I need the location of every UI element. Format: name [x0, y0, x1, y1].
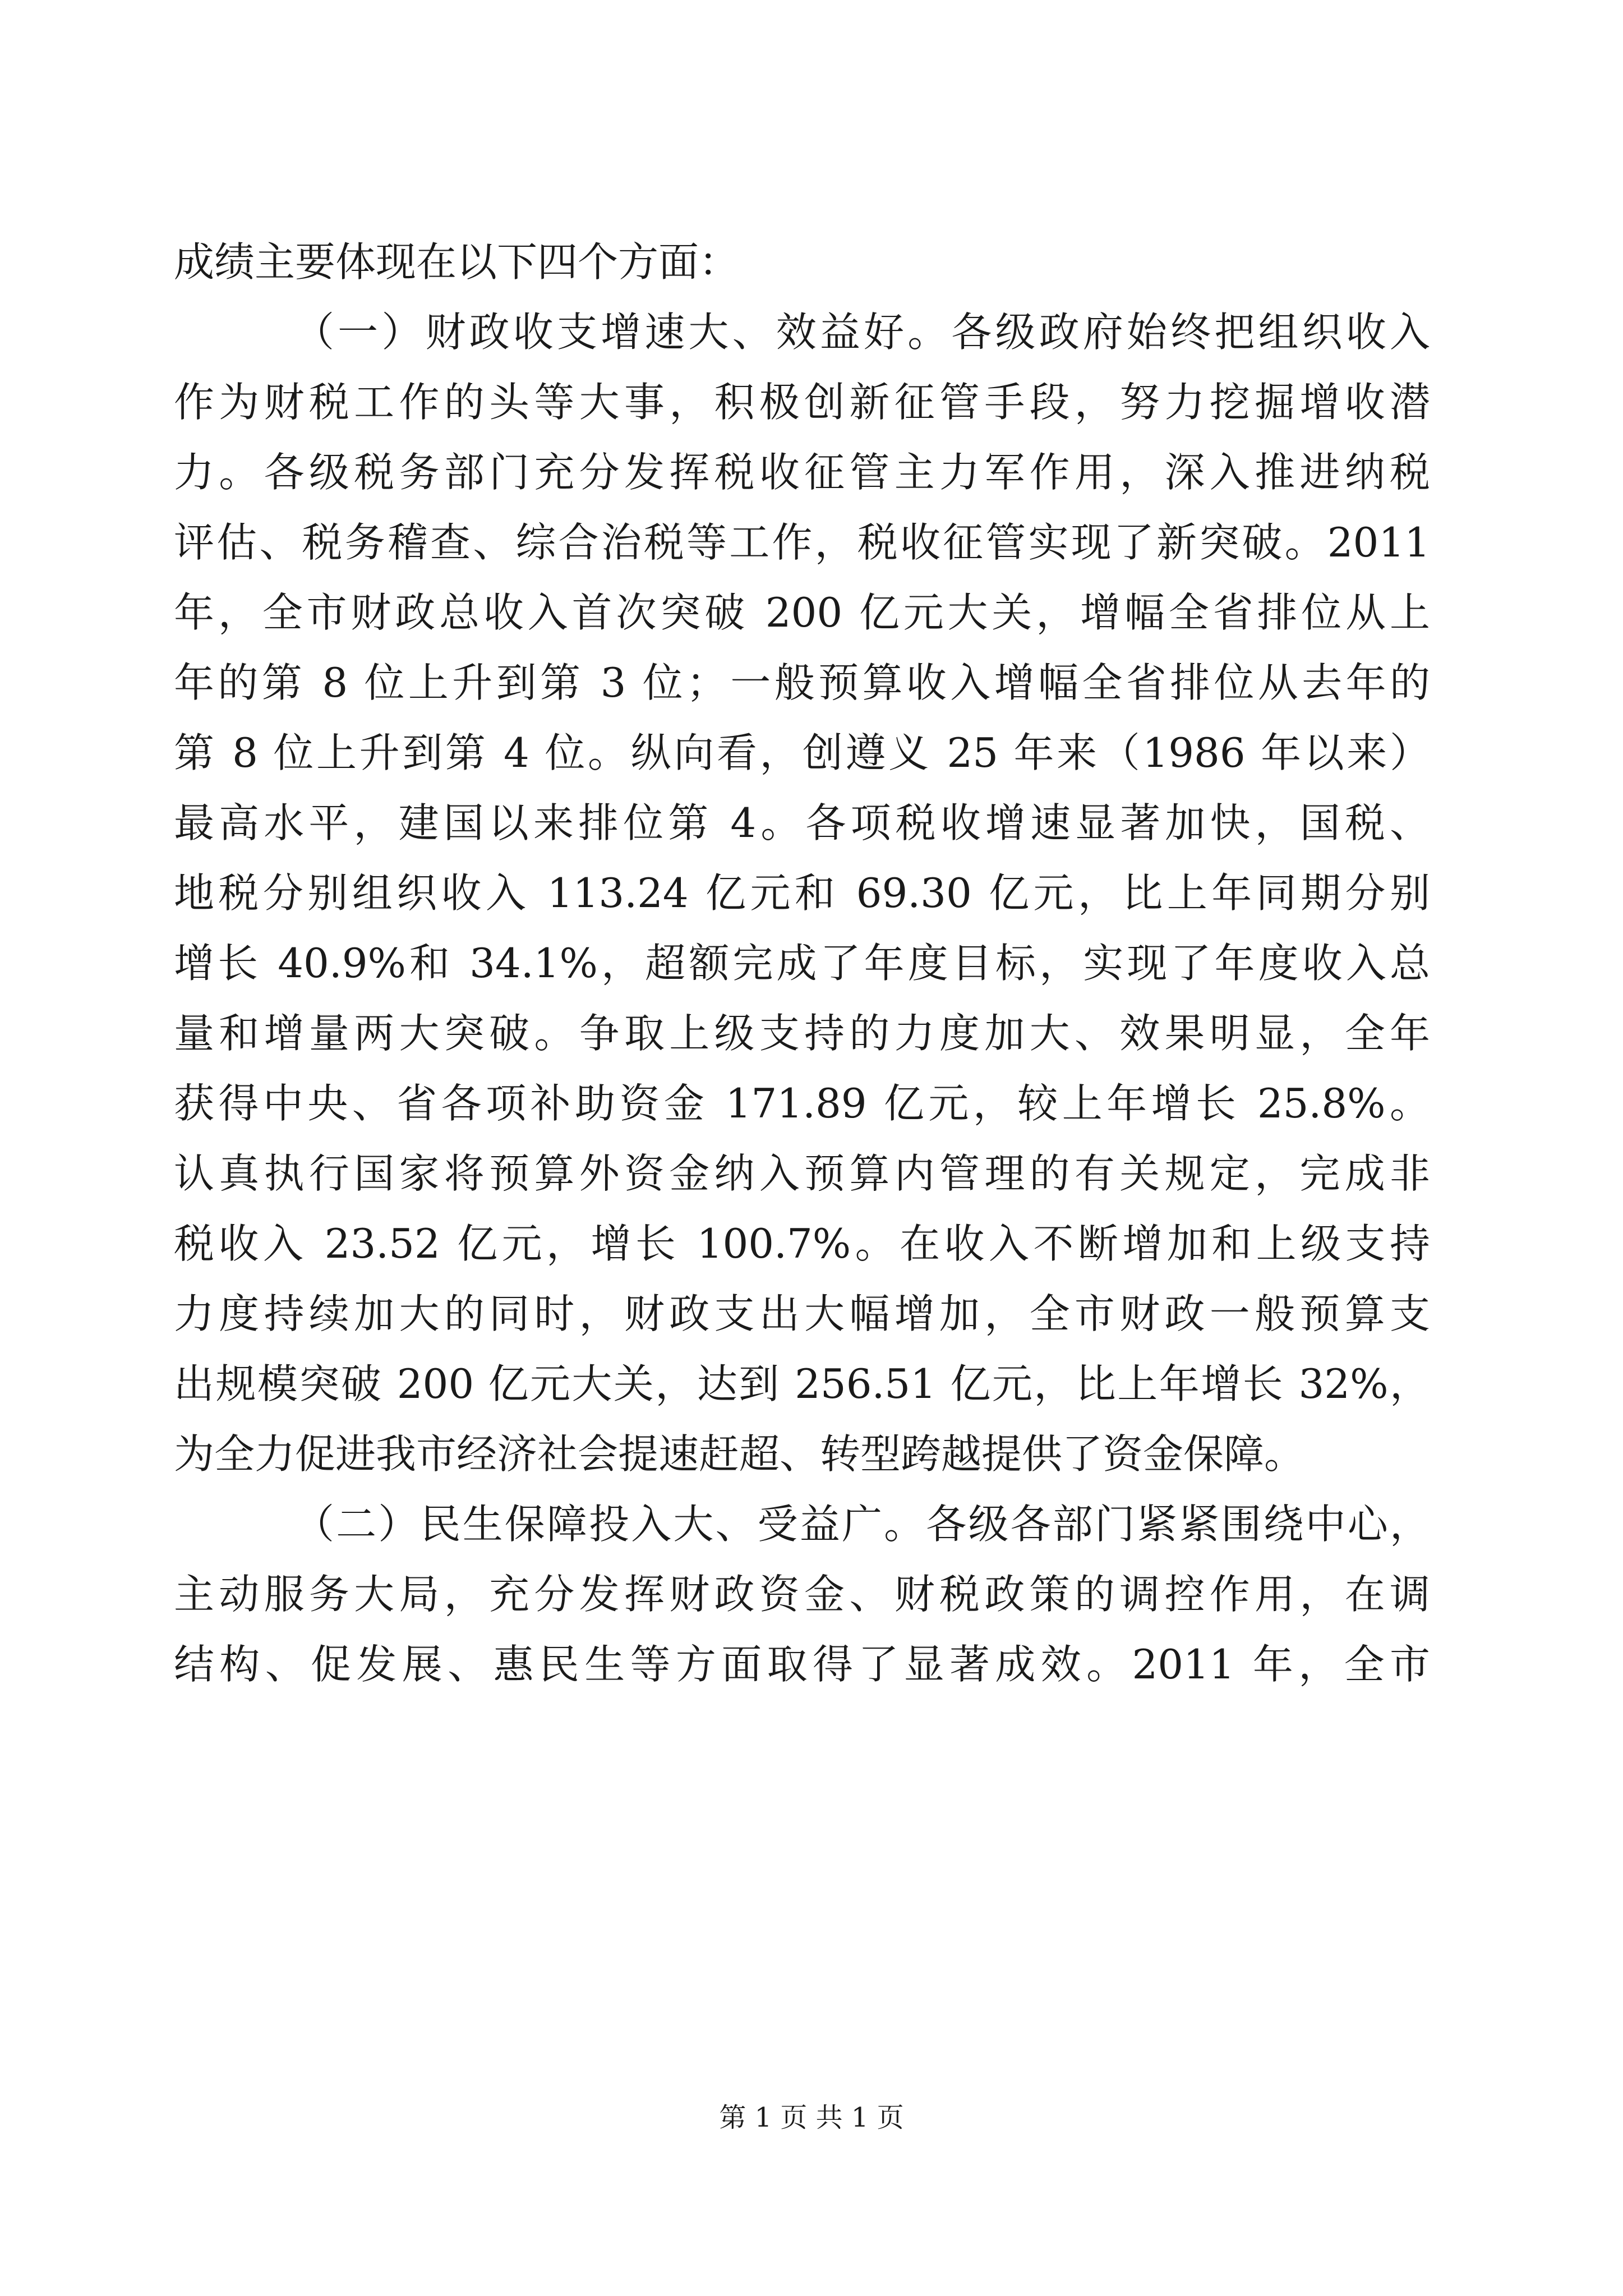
text-line: 成绩主要体现在以下四个方面： — [174, 238, 740, 286]
text-line: 主动服务大局，充分发挥财政资金、财税政策的调控作用，在调 — [174, 1571, 1430, 1618]
text-line: 结构、促发展、惠民生等方面取得了显著成效。2011 年，全市 — [174, 1641, 1430, 1688]
text-line: 税收入 23.52 亿元，增长 100.7%。在收入不断增加和上级支持 — [174, 1220, 1430, 1267]
text-line: 力度持续加大的同时，财政支出大幅增加，全市财政一般预算支 — [174, 1290, 1430, 1337]
text-line: 地税分别组织收入 113.24 亿元和 69.30 亿元，比上年同期分别 — [174, 869, 1430, 917]
text-line: 年的第 8 位上升到第 3 位；一般预算收入增幅全省排位从去年的 — [174, 659, 1430, 706]
text-line: 认真执行国家将预算外资金纳入预算内管理的有关规定，完成非 — [174, 1150, 1430, 1197]
document-body — [174, 227, 1430, 1700]
text-line: （二）民生保障投入大、受益广。各级各部门紧紧围绕中心， — [294, 1501, 1430, 1548]
text-line: 出规模突破 200 亿元大关，达到 256.51 亿元，比上年增长 32%， — [174, 1360, 1430, 1407]
text-line: 为全力促进我市经济社会提速赶超、转型跨越提供了资金保障。 — [174, 1430, 1305, 1478]
text-line: 量和增量两大突破。争取上级支持的力度加大、效果明显，全年 — [174, 1010, 1430, 1057]
text-line: 年，全市财政总收入首次突破 200 亿元大关，增幅全省排位从上 — [174, 589, 1430, 636]
text-line: 评估、税务稽查、综合治税等工作，税收征管实现了新突破。2011 — [174, 519, 1430, 566]
text-line: 增长 40.9%和 34.1%，超额完成了年度目标，实现了年度收入总 — [174, 940, 1430, 987]
text-line: 获得中央、省各项补助资金 171.89 亿元，较上年增长 25.8%。 — [174, 1080, 1430, 1127]
page-footer: 第 1 页 共 1 页 — [719, 2102, 904, 2133]
text-line: 力。各级税务部门充分发挥税收征管主力军作用，深入推进纳税 — [174, 449, 1430, 496]
text-line: 作为财税工作的头等大事，积极创新征管手段，努力挖掘增收潜 — [174, 379, 1430, 426]
text-line: （一）财政收支增速大、效益好。各级政府始终把组织收入 — [294, 309, 1430, 356]
text-line: 第 8 位上升到第 4 位。纵向看，创遵义 25 年来（1986 年以来） — [174, 729, 1430, 776]
text-line: 最高水平，建国以来排位第 4。各项税收增速显著加快，国税、 — [174, 799, 1430, 846]
